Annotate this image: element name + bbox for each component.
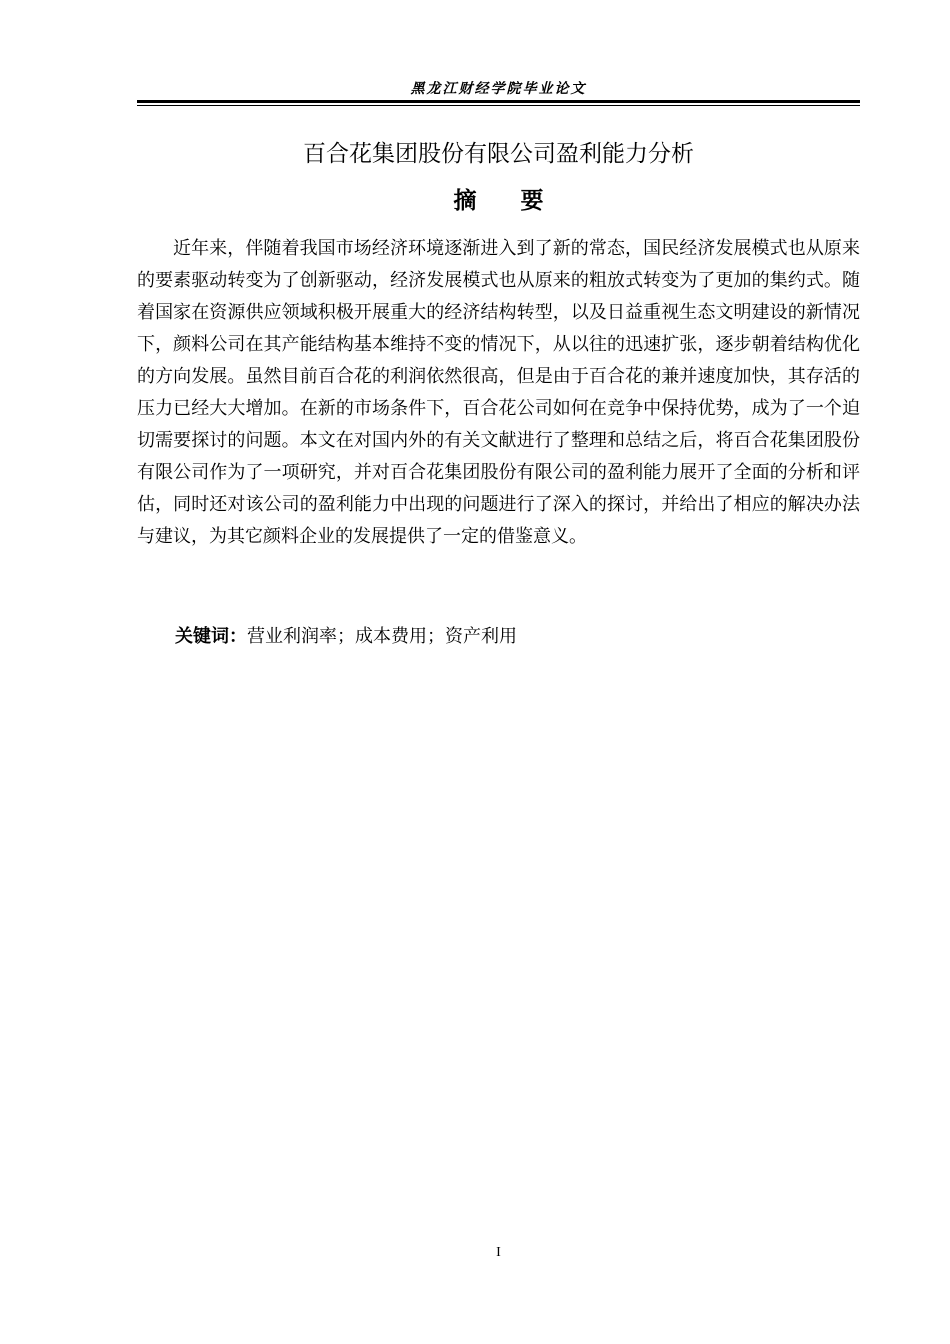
keywords-line bbox=[175, 622, 860, 652]
abstract-heading: 摘要 bbox=[453, 188, 588, 214]
running-header: 黑龙江财经学院毕业论文 bbox=[410, 81, 587, 97]
header-rule-thin bbox=[137, 105, 860, 106]
keywords-label: 关键词： bbox=[175, 626, 247, 647]
page-number: I bbox=[496, 1245, 501, 1260]
keywords-value: 营业利润率；成本费用；资产利用 bbox=[247, 626, 517, 647]
header-rule-thick bbox=[137, 100, 860, 103]
paper-title: 百合花集团股份有限公司盈利能力分析 bbox=[303, 141, 694, 167]
abstract-body: 近年来，伴随着我国市场经济环境逐渐进入到了新的常态，国民经济发展模式也从原来的要素驱动转变为了创新驱动，经济发展模式也从原来的粗放式转变为了更加的集约式。随着国家在资源供应领域积极开展重大的经济结构转型，以及日益重视生态文明建设的新情况下，颜料公司在其产能结构基本维持不变的情况下，从以往的迅速扩张，逐步朝着结构优化的方向发展。虽然目前百合花的利润依然很高，但是由于百合花的兼并速度加快，其存活的压力已经大大增加。在新的市场条件下，百合花公司如何在竞争中保持优势，成为了一个迫切需要探讨的问题。本文在对国内外的有关文献进行了整理和总结之后，将百合花集团股份有限公司作为了一项研究，并对百合花集团股份有限公司的盈利能力展开了全面的分析和评估，同时还对该公司的盈利能力中出现的问题进行了深入的探讨，并给出了相应的解决办法与建议，为其它颜料企业的发展提供了一定的借鉴意义。 bbox=[137, 238, 860, 547]
